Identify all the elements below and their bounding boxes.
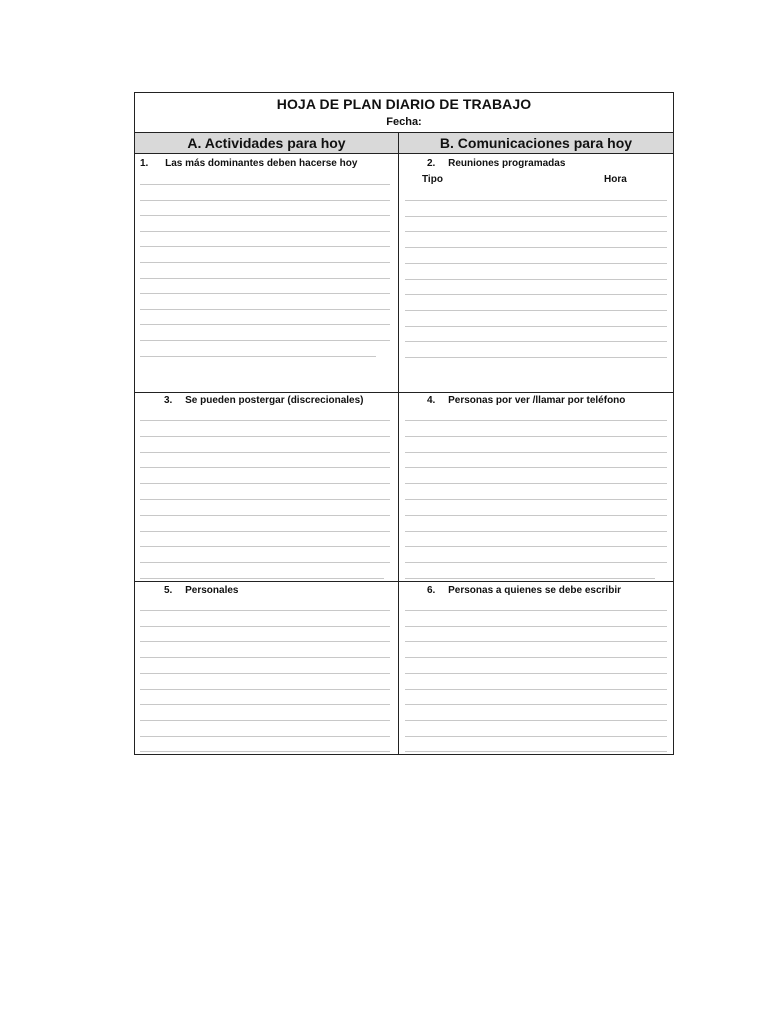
writing-line[interactable]: [140, 736, 390, 737]
writing-line[interactable]: [405, 578, 655, 579]
writing-line[interactable]: [405, 357, 667, 358]
writing-line[interactable]: [140, 562, 390, 563]
item-label: Las más dominantes deben hacerse hoy: [165, 158, 358, 169]
writing-line[interactable]: [405, 704, 667, 705]
section-header-communications: B. Comunicaciones para hoy: [399, 132, 673, 154]
writing-line[interactable]: [140, 689, 390, 690]
date-label: Fecha:: [386, 116, 422, 128]
writing-line[interactable]: [140, 356, 376, 357]
title-block: [135, 93, 673, 132]
writing-line[interactable]: [140, 420, 390, 421]
item-number: 6.: [427, 585, 436, 596]
writing-line[interactable]: [405, 294, 667, 295]
writing-line[interactable]: [405, 562, 667, 563]
writing-line[interactable]: [405, 641, 667, 642]
writing-line[interactable]: [405, 483, 667, 484]
writing-line[interactable]: [140, 200, 390, 201]
writing-line[interactable]: [405, 216, 667, 217]
writing-line[interactable]: [140, 436, 390, 437]
writing-line[interactable]: [140, 309, 390, 310]
writing-line[interactable]: [140, 483, 390, 484]
writing-line[interactable]: [140, 657, 390, 658]
row-divider-1: [135, 392, 673, 393]
writing-line[interactable]: [140, 231, 390, 232]
writing-line[interactable]: [405, 736, 667, 737]
writing-line[interactable]: [140, 246, 390, 247]
item-label: Se pueden postergar (discrecionales): [185, 395, 364, 406]
cell-title: [164, 395, 364, 406]
writing-line[interactable]: [140, 340, 390, 341]
writing-line[interactable]: [140, 641, 390, 642]
row-divider-2: [135, 581, 673, 582]
writing-line[interactable]: [405, 546, 667, 547]
writing-line[interactable]: [405, 263, 667, 264]
writing-line[interactable]: [405, 673, 667, 674]
writing-line[interactable]: [140, 626, 390, 627]
item-label: Personas por ver /llamar por teléfono: [448, 395, 626, 406]
column-label-type: Tipo: [422, 174, 443, 185]
sheet-title: HOJA DE PLAN DIARIO DE TRABAJO: [276, 96, 532, 112]
writing-line[interactable]: [140, 546, 390, 547]
writing-line[interactable]: [140, 578, 384, 579]
writing-line[interactable]: [405, 310, 667, 311]
writing-line[interactable]: [140, 184, 390, 185]
writing-line[interactable]: [405, 326, 667, 327]
writing-line[interactable]: [140, 720, 390, 721]
item-number: 3.: [164, 395, 173, 406]
item-label: Personales: [185, 585, 239, 596]
section-header-activities: A. Actividades para hoy: [135, 132, 399, 154]
writing-line[interactable]: [405, 200, 667, 201]
writing-line[interactable]: [140, 704, 390, 705]
cell-title: [427, 585, 621, 596]
writing-line[interactable]: [405, 279, 667, 280]
item-label: Reuniones programadas: [448, 158, 566, 169]
writing-line[interactable]: [405, 247, 667, 248]
writing-line[interactable]: [405, 531, 667, 532]
writing-line[interactable]: [405, 751, 667, 752]
writing-line[interactable]: [405, 436, 667, 437]
writing-line[interactable]: [140, 324, 390, 325]
writing-line[interactable]: [140, 278, 390, 279]
writing-line[interactable]: [405, 420, 667, 421]
writing-line[interactable]: [140, 215, 390, 216]
column-label-time: Hora: [604, 174, 627, 185]
writing-line[interactable]: [405, 231, 667, 232]
writing-line[interactable]: [405, 689, 667, 690]
item-number: 4.: [427, 395, 436, 406]
writing-line[interactable]: [140, 531, 390, 532]
item-number: 5.: [164, 585, 173, 596]
writing-line[interactable]: [140, 515, 390, 516]
cell-title: [140, 158, 357, 169]
writing-line[interactable]: [405, 720, 667, 721]
cell-title: [427, 395, 625, 406]
writing-line[interactable]: [140, 262, 390, 263]
writing-line[interactable]: [405, 499, 667, 500]
writing-line[interactable]: [140, 499, 390, 500]
writing-line[interactable]: [140, 452, 390, 453]
writing-line[interactable]: [140, 467, 390, 468]
writing-line[interactable]: [405, 452, 667, 453]
item-number: 1.: [140, 158, 149, 169]
writing-line[interactable]: [405, 515, 667, 516]
writing-line[interactable]: [405, 657, 667, 658]
writing-line[interactable]: [140, 751, 390, 752]
writing-line[interactable]: [405, 626, 667, 627]
cell-title: [164, 585, 239, 596]
column-divider: [398, 154, 399, 754]
daily-plan-sheet: [134, 92, 674, 755]
writing-line[interactable]: [405, 341, 667, 342]
item-label: Personas a quienes se debe escribir: [448, 585, 621, 596]
writing-line[interactable]: [140, 673, 390, 674]
cell-title: [427, 158, 565, 169]
item-number: 2.: [427, 158, 436, 169]
writing-line[interactable]: [140, 293, 390, 294]
writing-line[interactable]: [405, 610, 667, 611]
writing-line[interactable]: [405, 467, 667, 468]
writing-line[interactable]: [140, 610, 390, 611]
